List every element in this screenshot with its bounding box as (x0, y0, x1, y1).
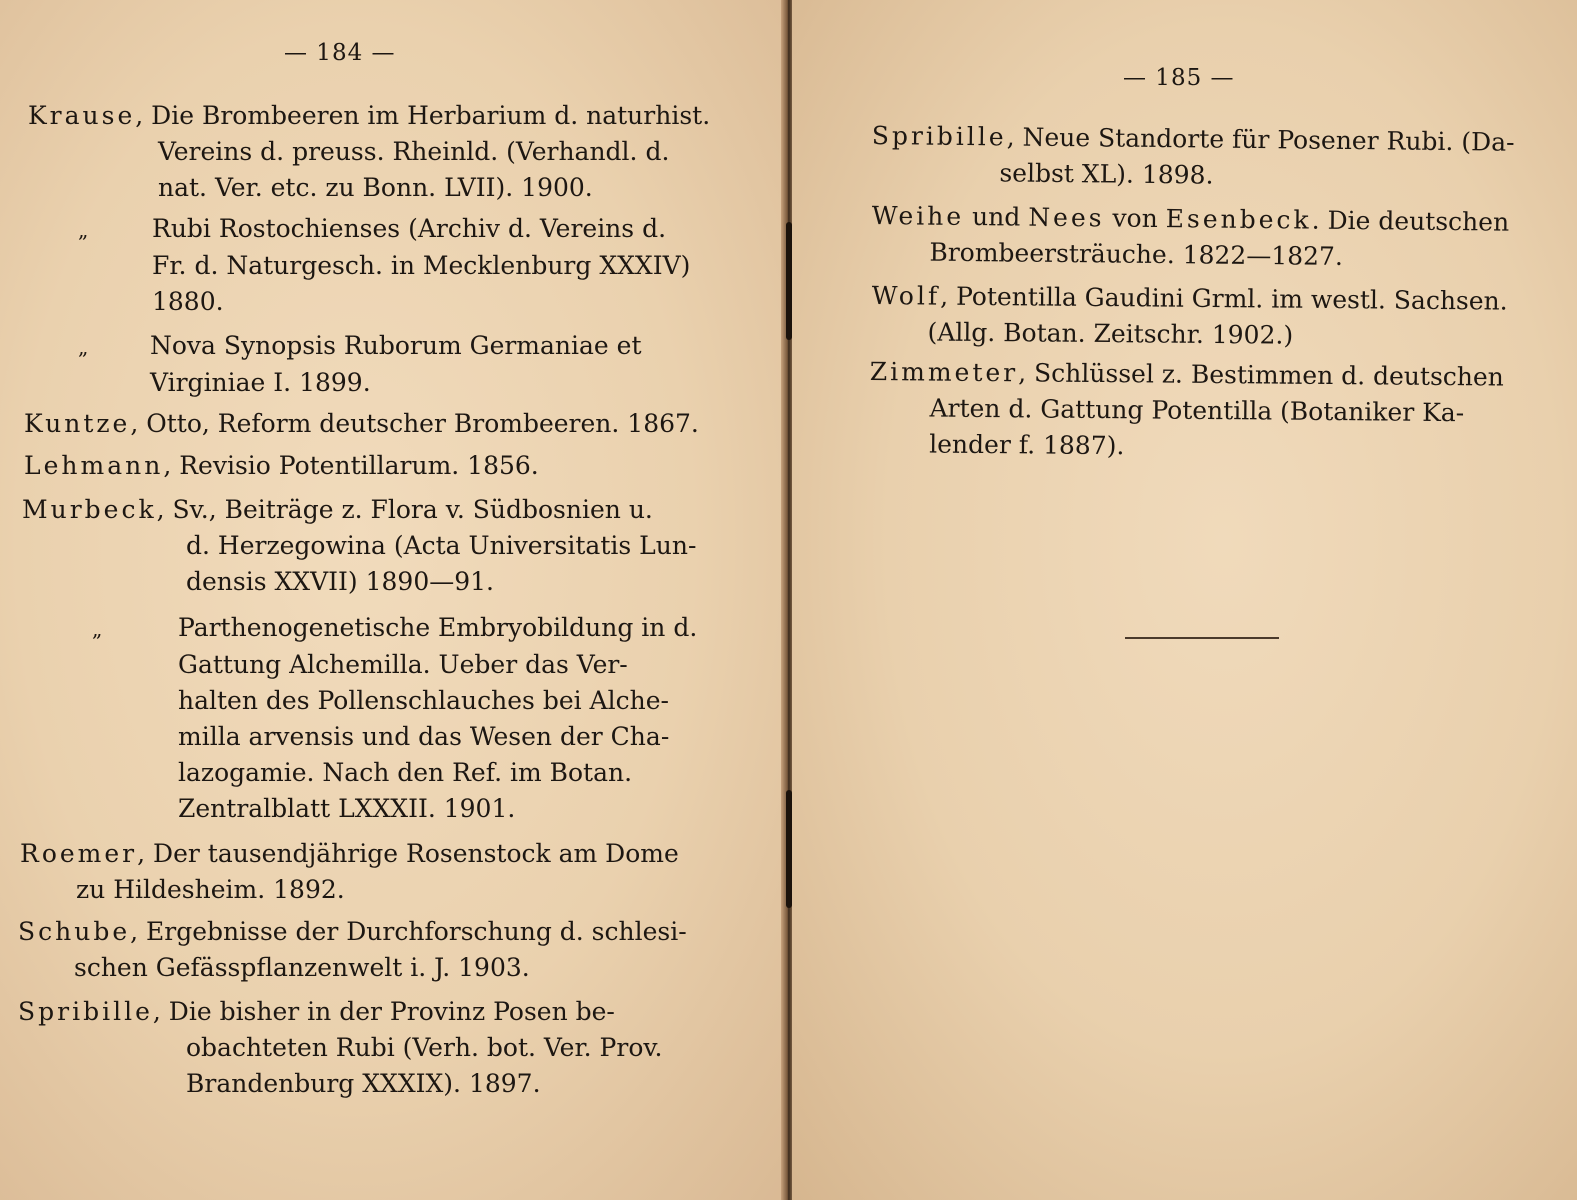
entry-krause-3 (78, 328, 700, 401)
entry-lehmann: Lehmann, Revisio Potentillarum. 1856. (24, 451, 539, 480)
entry-text: nat. Ver. etc. zu Bonn. LVII). 1900. (158, 173, 593, 202)
entry-schube: Schube, Ergebnisse der Durchforschung d. schlesi- schen Gefässpflanzenwelt i. J. 1903. (18, 914, 700, 986)
author-kuntze: Kuntze (24, 409, 131, 438)
entry-text: Die Brombeeren im Herbarium d. naturhist. (151, 101, 711, 130)
entry-text: selbst XL). 1898. (999, 158, 1214, 190)
author-roemer: Roemer (20, 839, 138, 868)
author-wolf: Wolf (871, 280, 941, 311)
entry-text: Fr. d. Naturgesch. in Mecklenburg XXXIV) (152, 251, 691, 280)
entry-text: Zentralblatt LXXXII. 1901. (178, 794, 516, 823)
entry-text: Gattung Alchemilla. Ueber das Ver- (178, 650, 628, 679)
entry-text: Die bisher in der Provinz Posen be- (168, 997, 615, 1026)
entry-text: zu Hildesheim. 1892. (76, 875, 345, 904)
ditto-mark: „ (92, 617, 103, 641)
ditto-mark: „ (78, 335, 89, 359)
author-lehmann: Lehmann (24, 451, 164, 480)
entry-wolf: Wolf, Potentilla Gaudini Grml. im westl. Sachsen. (Allg. Botan. Zeitschr. 1902.) (871, 278, 1528, 356)
author-spribille: Spribille (871, 120, 1007, 152)
entry-text: obachteten Rubi (Verh. bot. Ver. Prov. (186, 1033, 663, 1062)
entry-zimmeter: Zimmeter, Schlüssel z. Bestimmen d. deutschen Arten d. Gattung Potentilla (Botaniker Ka- lender f. 1887). (869, 354, 1528, 468)
author-murbeck: Murbeck (22, 495, 157, 524)
author-nees: Nees (1028, 202, 1105, 233)
entry-text: Sv., Beiträge z. Flora v. Südbosnien u. (172, 495, 653, 524)
author-zimmeter: Zimmeter (869, 356, 1019, 388)
author-schube: Schube (18, 917, 131, 946)
entry-text: (Allg. Botan. Zeitschr. 1902.) (927, 317, 1294, 350)
entry-text: Vereins d. preuss. Rheinld. (Verhandl. d. (158, 137, 670, 166)
entry-text: densis XXVII) 1890—91. (186, 567, 494, 596)
author-spribille: Spribille (18, 997, 153, 1026)
entry-roemer: Roemer, Der tausendjährige Rosenstock am Dome zu Hildesheim. 1892. (20, 836, 700, 908)
entry-text: schen Gefässpflanzenwelt i. J. 1903. (74, 953, 530, 982)
entry-spribille-1898: Spribille, Neue Standorte für Posener Rubi. (Da- selbst XL). 1898. (871, 118, 1528, 197)
entry-kuntze: Kuntze, Otto, Reform deutscher Brombeeren. 1867. (24, 409, 699, 438)
entry-text: Der tausendjährige Rosenstock am Dome (153, 839, 679, 868)
entry-text: Brombeersträuche. 1822—1827. (929, 237, 1344, 271)
entry-murbeck-2 (92, 610, 700, 827)
entry-text: Nova Synopsis Ruborum Germaniae et (150, 331, 642, 360)
page-number-185: — 185 — (1123, 65, 1235, 91)
entry-murbeck-1: Murbeck, Sv., Beiträge z. Flora v. Südbosnien u. d. Herzegowina (Acta Universitatis Lun- densis XXVII) 1890—91. (22, 492, 700, 600)
entry-text: Die deutschen (1327, 205, 1510, 237)
entry-text: Arten d. Gattung Potentilla (Botaniker Ka- (929, 393, 1465, 428)
entry-text: milla arvensis und das Wesen der Cha- (178, 722, 670, 751)
author-esenbeck: Esenbeck (1165, 204, 1312, 235)
ditto-mark: „ (78, 218, 89, 242)
entry-weihe-nees: Weihe und Nees von Esenbeck. Die deutschen Brombeersträuche. 1822—1827. (871, 198, 1528, 277)
entry-text: 1880. (152, 287, 224, 316)
entry-text: Brandenburg XXXIX). 1897. (186, 1069, 541, 1098)
entry-text: d. Herzegowina (Acta Universitatis Lun- (186, 531, 697, 560)
author-krause: Krause (28, 101, 136, 130)
entry-text: lazogamie. Nach den Ref. im Botan. (178, 758, 633, 787)
author-weihe: Weihe (871, 200, 965, 231)
entry-krause-2 (78, 211, 700, 320)
entry-text: Otto, Reform deutscher Brombeeren. 1867. (146, 409, 699, 438)
entry-text: Potentilla Gaudini Grml. im westl. Sachsen. (955, 281, 1508, 316)
entry-spribille-1897: Spribille, Die bisher in der Provinz Posen be- obachteten Rubi (Verh. bot. Ver. Prov. Brandenburg XXXIX). 1897. (18, 994, 700, 1102)
entry-text: Ergebnisse der Durchforschung d. schlesi- (146, 917, 687, 946)
entry-text: von (1112, 203, 1158, 233)
entry-krause-1: Krause, Die Brombeeren im Herbarium d. naturhist. Vereins d. preuss. Rheinld. (Verhandl. d. nat. Ver. etc. zu Bonn. LVII). 1900. (28, 98, 700, 206)
entry-text: Neue Standorte für Posener Rubi. (Da- (1022, 122, 1515, 157)
end-rule (1125, 637, 1279, 639)
page-number-184: — 184 — (284, 40, 396, 66)
entry-text: Revisio Potentillarum. 1856. (179, 451, 539, 480)
entry-text: halten des Pollenschlauches bei Alche- (178, 686, 669, 715)
entry-text: lender f. 1887). (929, 429, 1125, 461)
entry-text: Virginiae I. 1899. (150, 368, 371, 397)
entry-text: Rubi Rostochienses (Archiv d. Vereins d. (152, 214, 667, 243)
entry-text: Parthenogenetische Embryobildung in d. (178, 613, 698, 642)
entry-text: und (971, 202, 1021, 232)
entry-text: Schlüssel z. Bestimmen d. deutschen (1033, 358, 1504, 392)
